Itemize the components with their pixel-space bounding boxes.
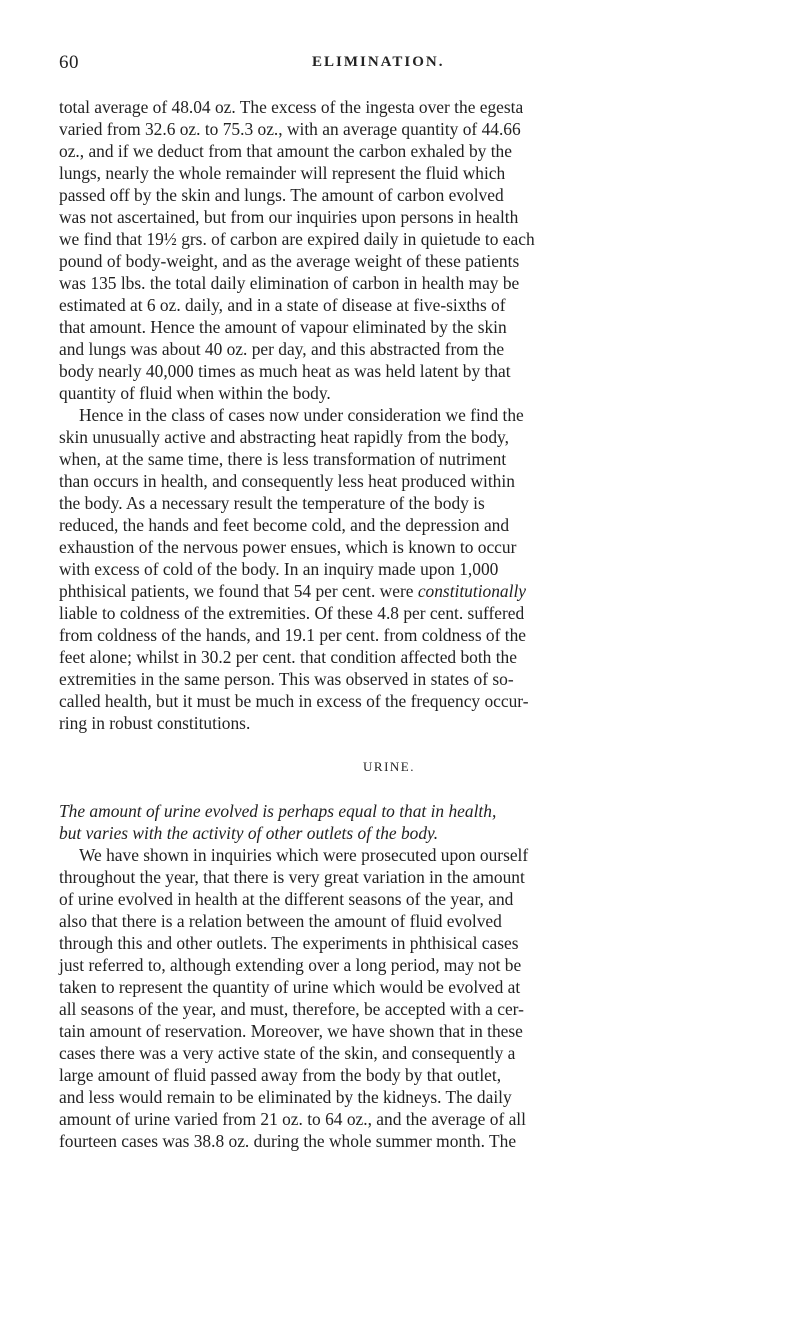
- text-line: estimated at 6 oz. daily, and in a state of disease at five-sixths of: [59, 295, 506, 315]
- page-number: 60: [59, 52, 79, 73]
- text-line: reduced, the hands and feet become cold, and the depression and: [59, 515, 510, 535]
- section-heading: URINE.: [363, 759, 415, 774]
- text-line: [59, 580, 719, 602]
- text-line: when, at the same time, there is less transformation of nutriment: [59, 449, 507, 469]
- text-line: taken to represent the quantity of urine which would be evolved at: [59, 977, 521, 997]
- text-line: all seasons of the year, and must, therefore, be accepted with a cer-: [59, 999, 524, 1019]
- text-line: was 135 lbs. the total daily elimination of carbon in health may be: [59, 273, 520, 293]
- text-line: varied from 32.6 oz. to 75.3 oz., with an average quantity of 44.66: [59, 119, 521, 139]
- text-line: large amount of fluid passed away from the body by that outlet,: [59, 1065, 502, 1085]
- text-line: quantity of fluid when within the body.: [59, 383, 331, 403]
- page-header: [59, 52, 719, 74]
- italic-statement-line: but varies with the activity of other outlets of the body.: [59, 823, 439, 843]
- text-line: through this and other outlets. The experiments in phthisical cases: [59, 933, 519, 953]
- spacer: [59, 778, 719, 800]
- text-line: tain amount of reservation. Moreover, we have shown that in these: [59, 1021, 523, 1041]
- text-line: also that there is a relation between the amount of fluid evolved: [59, 911, 502, 931]
- text-segment: phthisical patients, we found that 54 per cent. were: [59, 581, 418, 601]
- text-line: than occurs in health, and consequently less heat produced within: [59, 471, 515, 491]
- text-line: and less would remain to be eliminated by the kidneys. The daily: [59, 1087, 512, 1107]
- text-line: passed off by the skin and lungs. The amount of carbon evolved: [59, 185, 504, 205]
- text-line: liable to coldness of the extremities. Of these 4.8 per cent. suffered: [59, 603, 525, 623]
- text-line: called health, but it must be much in excess of the frequency occur-: [59, 691, 529, 711]
- text-line: extremities in the same person. This was observed in states of so-: [59, 669, 514, 689]
- text-line: lungs, nearly the whole remainder will represent the fluid which: [59, 163, 506, 183]
- running-head: ELIMINATION.: [312, 54, 445, 70]
- text-line: oz., and if we deduct from that amount the carbon exhaled by the: [59, 141, 512, 161]
- text-line: from coldness of the hands, and 19.1 per cent. from coldness of the: [59, 625, 527, 645]
- spacer: [59, 734, 719, 756]
- text-line: just referred to, although extending over a long period, may not be: [59, 955, 522, 975]
- text-line: Hence in the class of cases now under consideration we find the: [79, 405, 524, 425]
- text-line: throughout the year, that there is very great variation in the amount: [59, 867, 525, 887]
- text-line: the body. As a necessary result the temperature of the body is: [59, 493, 485, 513]
- text-line: feet alone; whilst in 30.2 per cent. that condition affected both the: [59, 647, 517, 667]
- text-line: exhaustion of the nervous power ensues, which is known to occur: [59, 537, 517, 557]
- text-line: body nearly 40,000 times as much heat as was held latent by that: [59, 361, 511, 381]
- body-text: [59, 96, 719, 1152]
- text-line: and lungs was about 40 oz. per day, and this abstracted from the: [59, 339, 505, 359]
- text-line: was not ascertained, but from our inquiries upon persons in health: [59, 207, 519, 227]
- text-line: with excess of cold of the body. In an inquiry made upon 1,000: [59, 559, 499, 579]
- text-line: of urine evolved in health at the different seasons of the year, and: [59, 889, 514, 909]
- text-line: that amount. Hence the amount of vapour eliminated by the skin: [59, 317, 507, 337]
- text-line: cases there was a very active state of the skin, and consequently a: [59, 1043, 516, 1063]
- text-line: ring in robust constitutions.: [59, 713, 251, 733]
- text-line: amount of urine varied from 21 oz. to 64 oz., and the average of all: [59, 1109, 526, 1129]
- text-line: pound of body-weight, and as the average weight of these patients: [59, 251, 520, 271]
- text-line: total average of 48.04 oz. The excess of the ingesta over the egesta: [59, 97, 524, 117]
- emphasis-text: constitutionally: [417, 581, 527, 601]
- text-line: We have shown in inquiries which were prosecuted upon ourself: [79, 845, 529, 865]
- text-line: we find that 19½ grs. of carbon are expired daily in quietude to each: [59, 229, 535, 249]
- text-line: skin unusually active and abstracting heat rapidly from the body,: [59, 427, 509, 447]
- italic-statement-line: The amount of urine evolved is perhaps equal to that in health,: [59, 801, 497, 821]
- text-line: fourteen cases was 38.8 oz. during the whole summer month. The: [59, 1131, 517, 1151]
